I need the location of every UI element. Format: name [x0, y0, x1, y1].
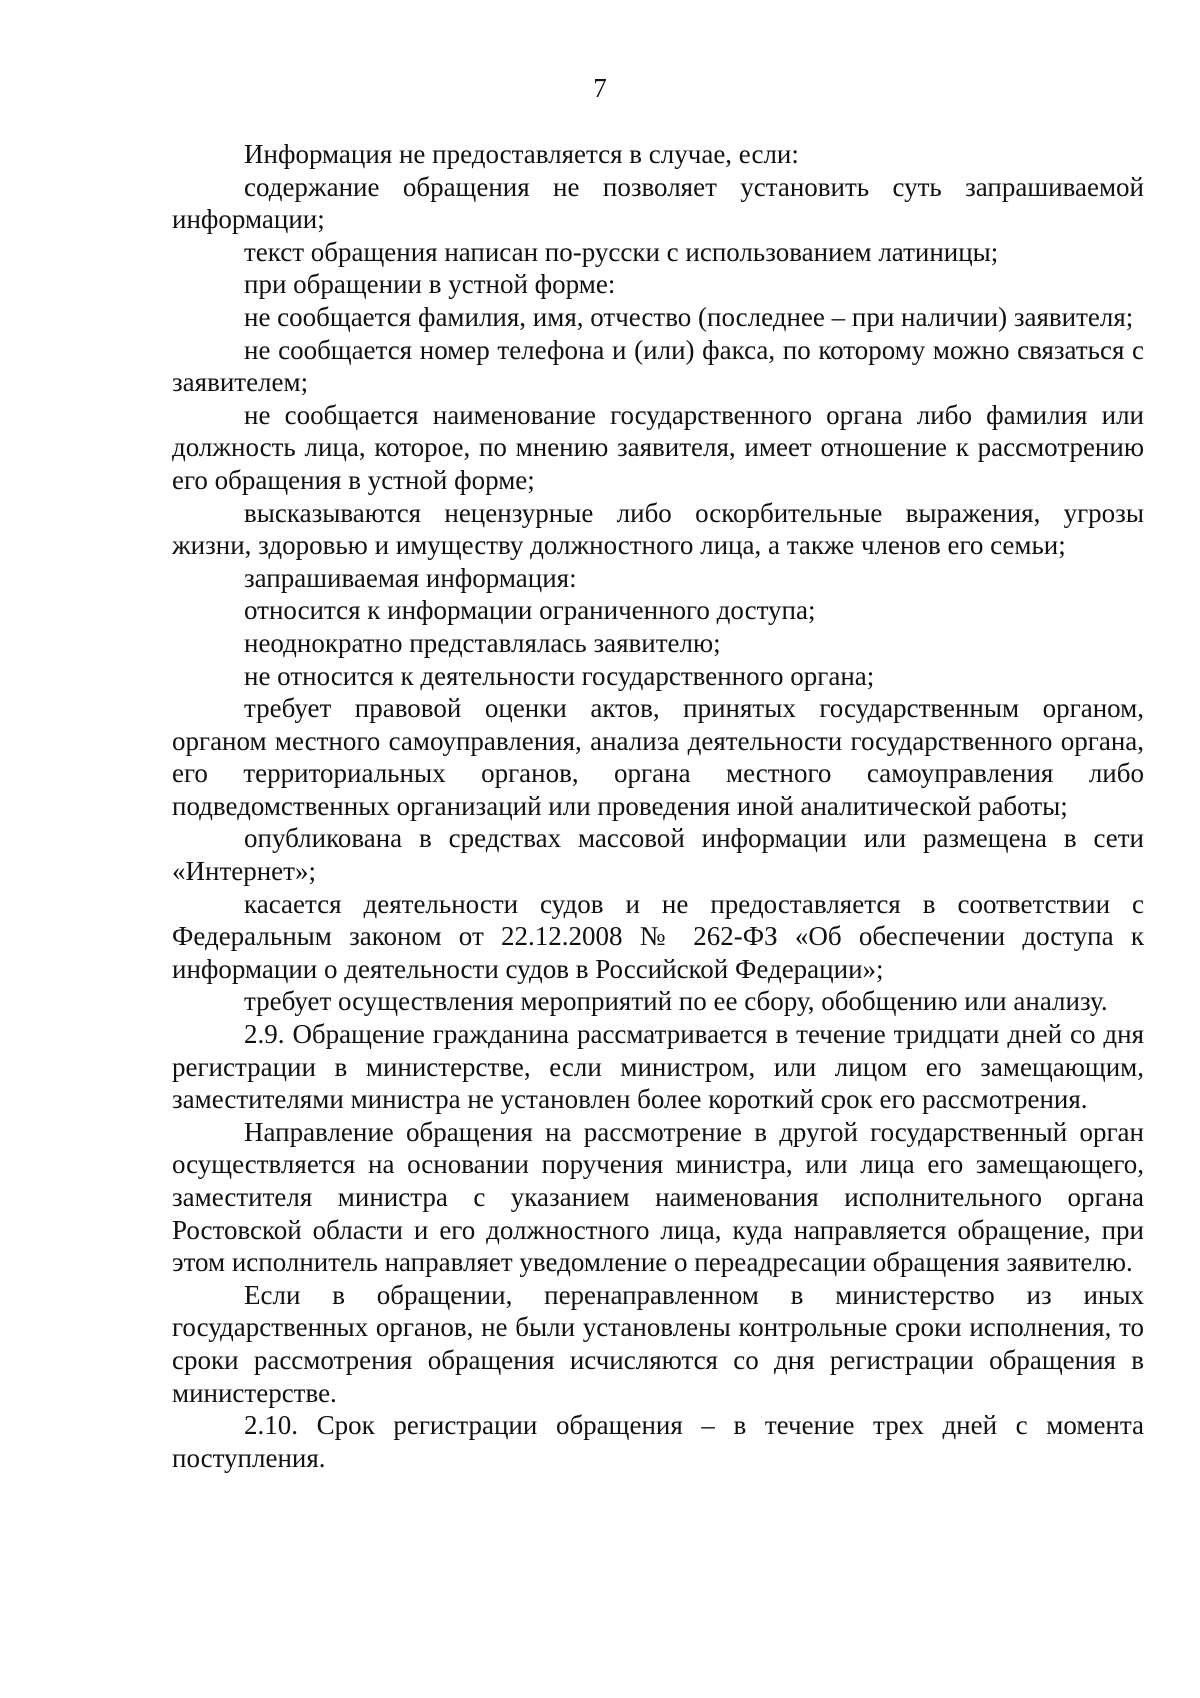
paragraph-no-name: не сообщается фамилия, имя, отчество (последнее – при наличии) заявителя;	[244, 301, 1134, 332]
paragraph-content-unclear: содержание обращения не позволяет установить суть запрашиваемой информации;	[172, 171, 1144, 235]
paragraph-published: опубликована в средствах массовой информации или размещена в сети «Интернет»;	[172, 823, 1144, 887]
paragraph-requested-info: запрашиваемая информация:	[244, 562, 577, 593]
page-number: 7	[593, 73, 607, 103]
paragraph-collection-analysis: требует осуществления мероприятий по ее сбору, обобщению или анализу.	[244, 986, 1108, 1017]
paragraph-oral-request: при обращении в устной форме:	[244, 269, 616, 300]
paragraph-redirected-deadlines: Если в обращении, перенаправленном в министерство из иных государственных органов, не были установлены контрольные сроки исполнения, то сроки рассмотрения обращения исчисляются со дня регистрации обращения в министерстве.	[172, 1279, 1144, 1408]
paragraph-section-2-10: 2.10. Срок регистрации обращения – в течение трех дней с момента поступления.	[172, 1410, 1144, 1473]
paragraph-no-phone: не сообщается номер телефона и (или) факса, по которому можно связаться с заявителем;	[172, 334, 1144, 398]
paragraph-latin-script: текст обращения написан по-русски с использованием латиницы;	[244, 236, 999, 267]
paragraph-courts: касается деятельности судов и не предоставляется в соответствии с Федеральным законом от 22.12.2008 № 262-ФЗ «Об обеспечении доступа к информации о деятельности судов в Российской Федерации»;	[172, 888, 1144, 984]
document-body	[172, 138, 1144, 1474]
paragraph-info-not-provided: Информация не предоставляется в случае, если:	[244, 139, 799, 169]
paragraph-repeatedly-provided: неоднократно представлялась заявителю;	[244, 627, 721, 658]
paragraph-not-related: не относится к деятельности государственного органа;	[244, 660, 875, 691]
paragraph-legal-assessment: требует правовой оценки актов, принятых государственным органом, органом местного самоуправления, анализа деятельности государственного органа, его территориальных органов, органа местного самоуправления либо подведомственных организаций или проведения иной аналитической работы;	[172, 693, 1144, 821]
paragraph-no-authority: не сообщается наименование государственного органа либо фамилия или должность лица, которое, по мнению заявителя, имеет отношение к рассмотрению его обращения в устной форме;	[172, 399, 1144, 495]
paragraph-offensive-language: высказываются нецензурные либо оскорбительные выражения, угрозы жизни, здоровью и имуществу должностного лица, а также членов его семьи;	[172, 497, 1144, 561]
paragraph-redirection: Направление обращения на рассмотрение в другой государственный орган осуществляется на основании поручения министра, или лица его замещающего, заместителя министра с указанием наименования исполнительного органа Ростовской области и его должностного лица, куда направляется обращение, при этом исполнитель направляет уведомление о переадресации обращения заявителю.	[172, 1116, 1144, 1278]
paragraph-section-2-9: 2.9. Обращение гражданина рассматривается в течение тридцати дней со дня регистрации в министерстве, если министром, или лицом его замещающим, заместителями министра не установлен более короткий срок его рассмотрения.	[172, 1019, 1144, 1115]
paragraph-restricted-access: относится к информации ограниченного доступа;	[244, 595, 816, 626]
